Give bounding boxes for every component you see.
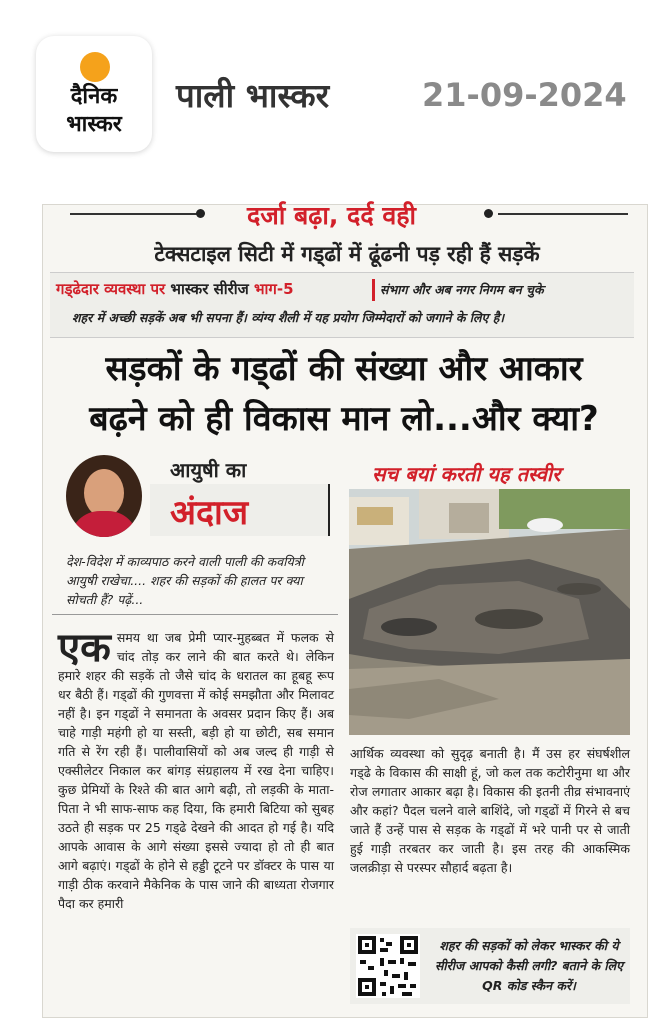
series-label-red: गड्‌ढेदार व्यवस्था पर [56,280,166,298]
headline-line-1: सड़कों के गड्‌ढों की संख्या और आकार [105,349,583,389]
series-label-brand: भास्कर सीरीज [170,280,249,298]
article-body-column-1 [58,625,334,913]
series-divider [372,279,375,301]
qr-code-icon[interactable] [356,934,420,998]
article-body-column-2: आर्थिक व्यवस्था को सुदृढ़ बनाती है। मैं उस हर संघर्षशील गड्‌ढे के विकास की साक्षी हूं, जो कल तक कटोरीनुमा था और रोज लगातार आकार बढ़ा है। विकास की इतनी तीव्र संभावनाएं और कहां? पैदल चलने वाले बाशिंदे, जो गड्‌ढों में गिरने से बच जाते हैं उन्हें पास से सड़क के गड्‌ढों में भरे पानी पर से जाती हुई गाड़ी तरबतर कर जाती है। इस तरह की आकस्मिक जलक्रीड़ा से परस्पर सौहार्द बढ़ता है। [350,746,630,875]
columnist-title: अंदाज [170,493,249,533]
qr-prompt-text: शहर की सड़कों को लेकर भास्कर की ये सीरीज आपको कैसी लगी? बताने के लिए QR कोड स्कैन करें। [434,938,624,993]
dainik-bhaskar-logo[interactable] [36,36,152,152]
columnist-intro: आयुषी का [170,458,247,482]
edition-title: पाली भास्कर [176,76,330,115]
logo-line-1: दैनिक [70,84,118,109]
photo-caption: सच बयां करती यह तस्वीर [372,462,561,486]
body-text-column-1: समय था जब प्रेमी प्यार-मुहब्बत में फलक से चांद तोड़ कर लाने की बात करते थे। लेकिन हमारे शहर की सड़कें तो जैसे चांद के धरातल का हूबहू रूप धर बैठी हैं। गड्‌ढों की गुणवत्ता में कोई समझौता और मिलावट नहीं है। इन गड्‌ढों ने समानता के अवसर प्रदान किए हैं। अब चाहे गाड़ी महंगी हो या सस्ती, बड़ी हो या छोटी, सब समान गति से रेंग रही हैं। पालीवासियों को अब जल्द ही गाड़ी से एक्सीलेटर निकाल कर बांगड़ संग्रहालय में रख देना चाहिए। कुछ प्रेमियों के रिश्ते की बात आगे बढ़ी, तो लड़की के माता-पिता ने भी साफ-साफ कह दिया, कि हमारी बिटिया को सुबह उठते ही सड़क पर 25 गड्‌ढे देखने की आदत हो गई है। यदि आपके आवास के आगे संख्या इससे ज्यादा हो तो ही बात आगे बढ़ाएं। गड्‌ढों के होने से हड्डी टूटने पर डॉक्टर के पास या गाड़ी ठीक करवाने मैकेनिक के पास जाने की बाध्यता रोजगार पैदा कर हमारी [58,630,334,911]
avatar-shirt [70,511,138,537]
series-label [56,279,294,299]
columnist-title-box [150,484,330,536]
dropcap: एक [58,625,111,671]
sun-icon [80,52,110,82]
article-intro: देश-विदेश में काव्यपाठ करने वाली पाली की कवयित्री आयुषी राखेचा.... शहर की सड़कों की हालत पर क्या सोचती हैं? पढ़ें... [66,554,304,607]
series-banner [50,272,634,338]
headline-line-2: बढ़ने को ही विकास मान लो...और क्या? [89,399,599,439]
edition-date: 21-09-2024 [422,76,627,114]
series-label-part: भाग-5 [253,280,294,298]
qr-feedback-box [350,928,630,1004]
pothole-road-photo [349,489,630,735]
columnist-avatar [66,455,142,537]
article-kicker: दर्जा बढ़ा, दर्द वही [247,201,416,230]
article-subhead: टेक्सटाइल सिटी में गड्‌ढों में ढूंढनी पड़ रही हैं सड़कें [154,242,540,266]
series-description-line-2: शहर में अच्छी सड़कें अब भी सपना हैं। व्यंग्य शैली में यह प्रयोग जिम्मेदारों को जगाने के लिए है। [72,310,505,325]
series-description-line-1: संभाग और अब नगर निगम बन चुके [380,282,544,297]
road-photo-illustration [349,489,630,735]
app-header [0,0,663,190]
logo-line-2: भास्कर [66,112,122,137]
intro-divider [52,614,338,615]
avatar-face [84,469,124,517]
